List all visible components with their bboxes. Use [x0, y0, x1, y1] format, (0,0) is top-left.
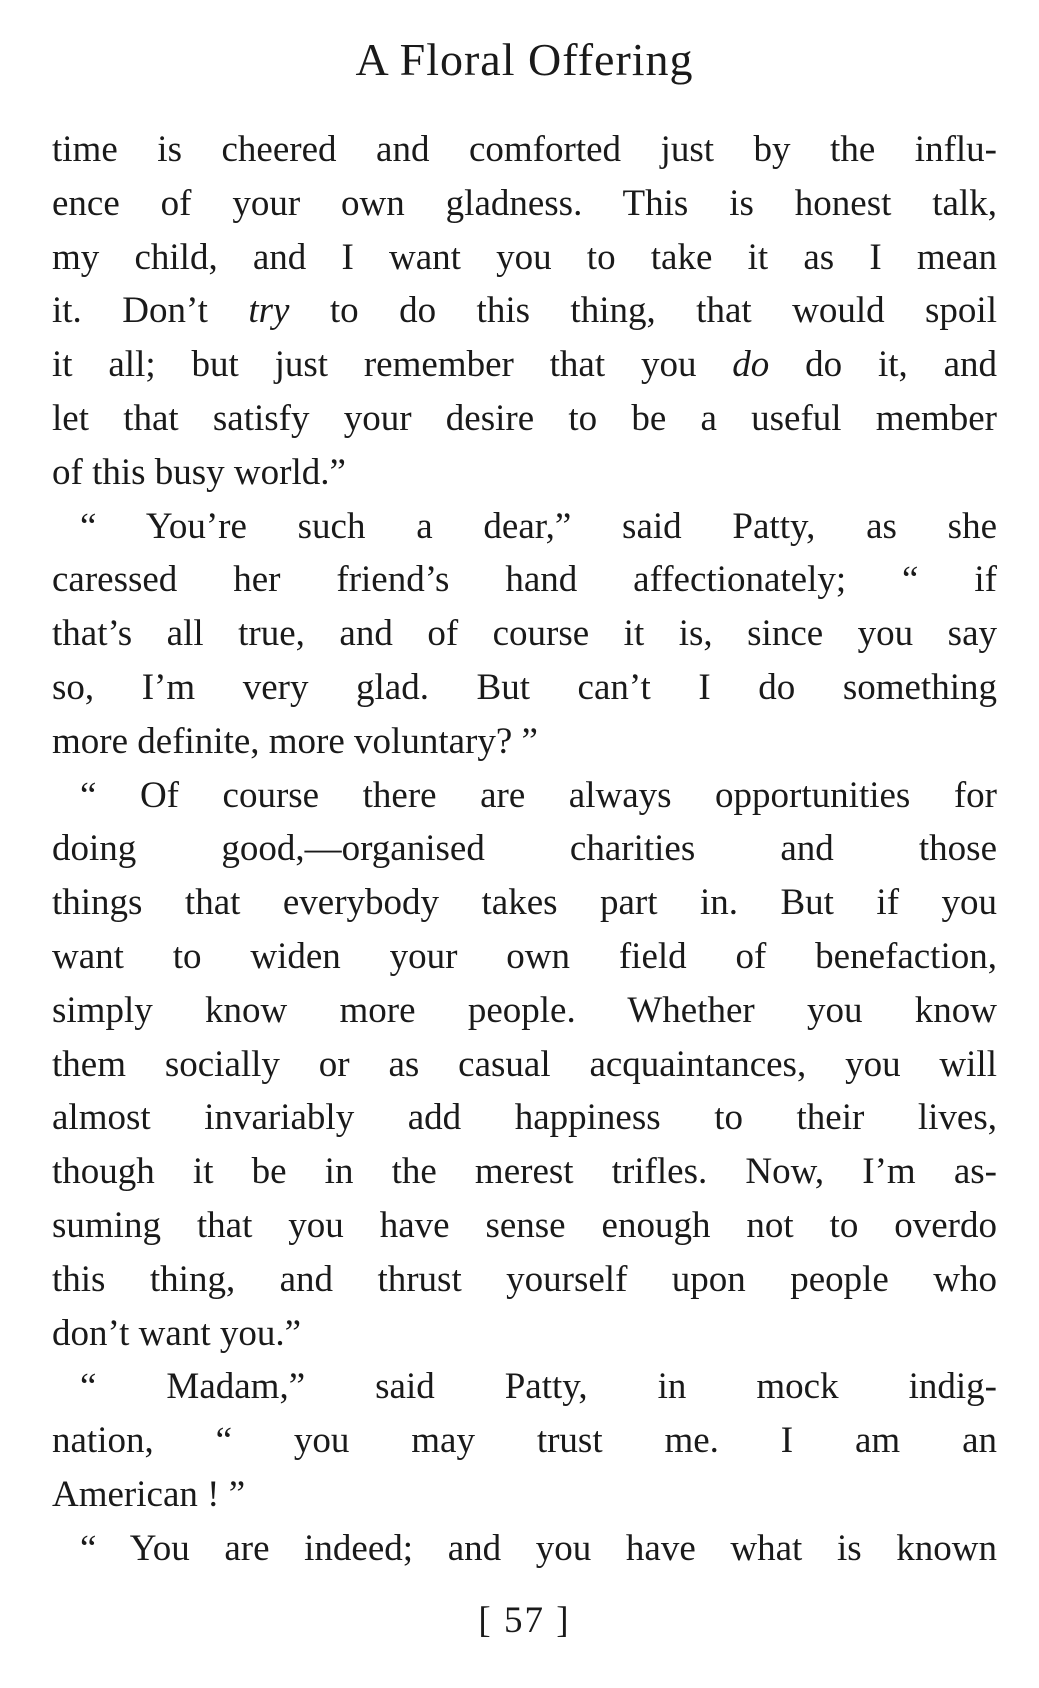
text-line: almost invariably add happiness to their lives,	[52, 1097, 997, 1139]
text-line: though it be in the merest trifles. Now, I’m as-	[52, 1151, 997, 1193]
text-line: “ Of course there are always opportunities for	[80, 774, 997, 816]
text-line: “ You’re such a dear,” said Patty, as she	[80, 505, 997, 547]
text-line: so, I’m very glad. But can’t I do something	[52, 666, 997, 708]
text-line: “ You are indeed; and you have what is known	[80, 1527, 997, 1569]
running-head: A Floral Offering	[355, 34, 694, 85]
emphasis: do	[696, 344, 806, 386]
text-line: let that satisfy your desire to be a useful member	[52, 397, 997, 439]
text-line: more definite, more voluntary? ”	[52, 720, 538, 762]
text-line: that’s all true, and of course it is, since you say	[52, 613, 997, 655]
book-page	[52, 0, 997, 1688]
text-line: caressed her friend’s hand affectionately; “ if	[52, 559, 997, 601]
text-line: it all; but just remember that you do do it, and	[52, 344, 998, 386]
text-line: doing good,—organised charities and those	[52, 828, 997, 870]
text-line: American ! ”	[52, 1473, 246, 1515]
text-line: this thing, and thrust yourself upon people who	[52, 1258, 997, 1300]
text-line: nation, “ you may trust me. I am an	[52, 1420, 997, 1462]
text-line: want to widen your own field of benefaction,	[52, 935, 997, 977]
text-line: things that everybody takes part in. But if you	[52, 882, 997, 924]
emphasis: try	[248, 290, 290, 332]
body-text	[52, 123, 997, 1576]
text-line: time is cheered and comforted just by the influ-	[52, 129, 997, 170]
text-line: don’t want you.”	[52, 1312, 302, 1354]
text-line: it. Don’t try to do this thing, that would spoil	[52, 290, 997, 332]
text-line: suming that you have sense enough not to overdo	[52, 1204, 997, 1246]
text-line: simply know more people. Whether you know	[52, 989, 997, 1031]
text-line: of this busy world.”	[52, 451, 346, 493]
text-line: my child, and I want you to take it as I mean	[52, 236, 997, 278]
page-number: [ 57 ]	[478, 1600, 571, 1641]
text-line: ence of your own gladness. This is honest talk,	[52, 182, 997, 224]
text-line: “ Madam,” said Patty, in mock indig-	[80, 1366, 997, 1408]
text-line: them socially or as casual acquaintances, you will	[52, 1043, 997, 1085]
